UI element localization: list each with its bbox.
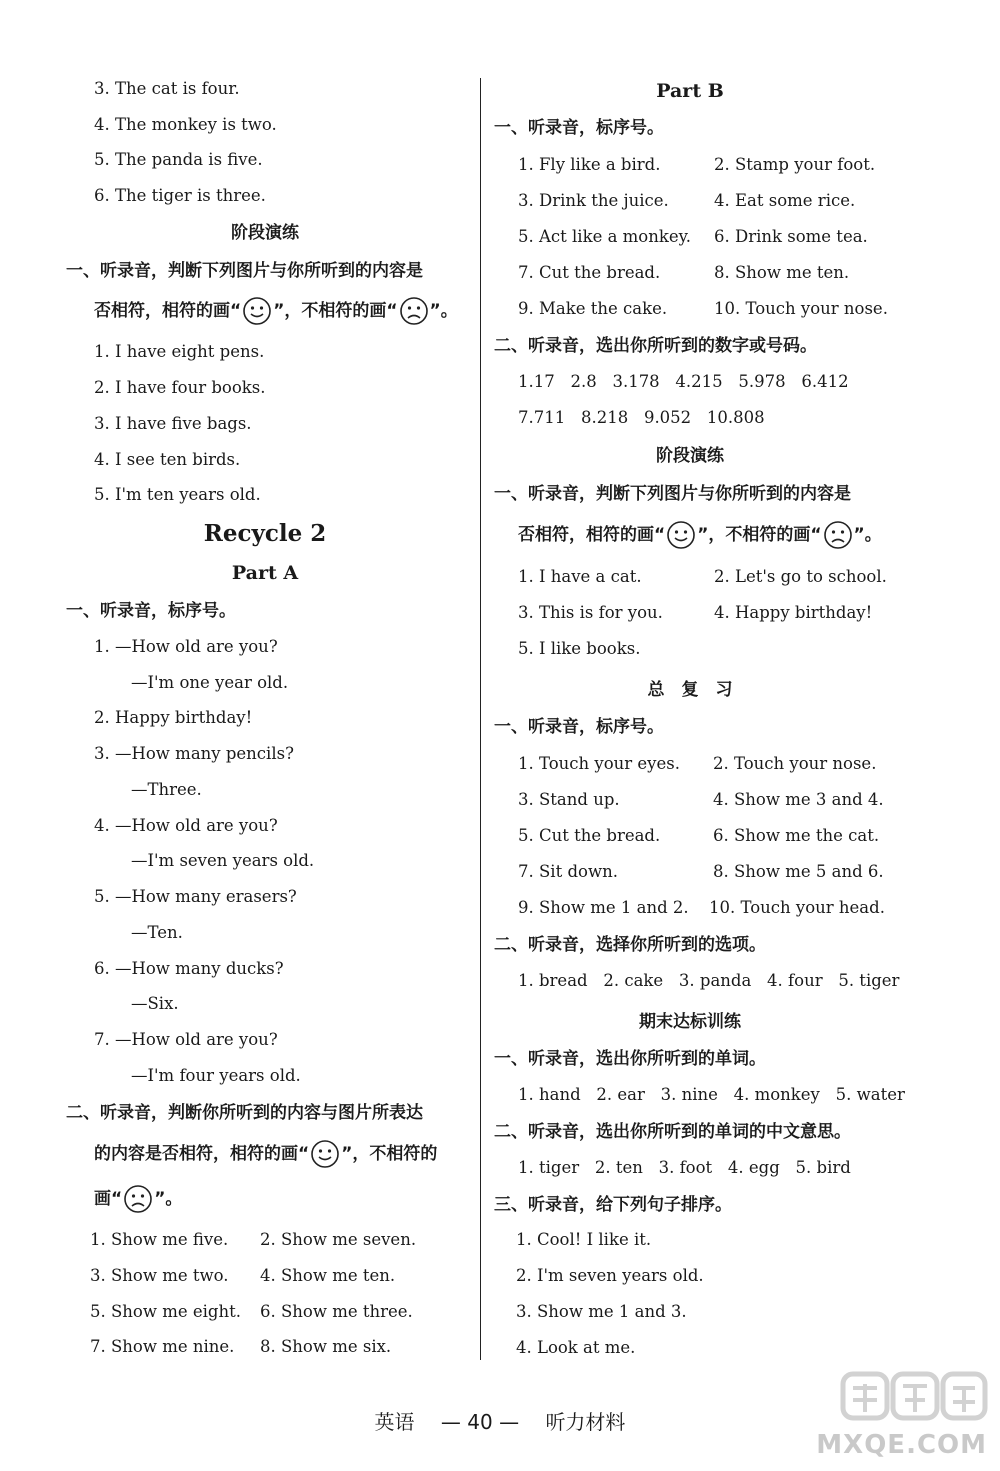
watermark-text: MXQE.COM: [816, 1430, 987, 1460]
unit-title: Recycle 2: [203, 520, 327, 547]
list-item: 3. —How many pencils?: [94, 744, 294, 763]
section-title: 阶段演练: [656, 446, 724, 466]
list-item: —Ten.: [131, 923, 183, 942]
list-item: 2. I have four books.: [94, 378, 266, 397]
watermark-logo-icon: [839, 1366, 989, 1426]
list-item: 5. I'm ten years old.: [94, 485, 261, 504]
sad-face-icon: [399, 296, 429, 326]
list-item: 2. I'm seven years old.: [516, 1266, 704, 1285]
question-heading: 二、听录音，选出你所听到的数字或号码。: [494, 336, 817, 356]
question-heading: 一、听录音，判断下列图片与你所听到的内容是: [66, 261, 423, 281]
section-title: 总 复 习: [647, 680, 733, 700]
list-item: 3. I have five bags.: [94, 414, 252, 433]
watermark: [800, 1366, 995, 1466]
column-divider: [480, 78, 481, 1360]
question-heading: 画“ ”。: [94, 1184, 182, 1214]
question-heading: 二、听录音，判断你所听到的内容与图片所表达: [66, 1103, 423, 1123]
list-item: —Three.: [131, 780, 202, 799]
list-item: 1. —How old are you?: [94, 637, 278, 656]
smiley-face-icon: [666, 520, 696, 550]
list-item: 1. I have eight pens.: [94, 342, 265, 361]
list-item: —Six.: [131, 994, 179, 1013]
footer-section: 听力材料: [545, 1410, 626, 1434]
list-item: —I'm seven years old.: [131, 851, 315, 870]
list-item: 4. I see ten birds.: [94, 450, 241, 469]
sad-face-icon: [823, 520, 853, 550]
list-item: 3. Show me 1 and 3.: [516, 1302, 687, 1321]
page-number: — 40 —: [440, 1410, 520, 1434]
question-heading: 一、听录音，标序号。: [494, 118, 664, 138]
question-heading: 三、听录音，给下列句子排序。: [494, 1195, 732, 1215]
sad-face-icon: [123, 1184, 153, 1214]
answer-line: 1.17 2.8 3.178 4.215 5.978 6.412: [518, 372, 849, 391]
section-title: 期末达标训练: [639, 1012, 741, 1032]
list-item: 2. Happy birthday!: [94, 708, 253, 727]
smiley-face-icon: [310, 1139, 340, 1169]
answer-line: 1. tiger 2. ten 3. foot 4. egg 5. bird: [518, 1158, 851, 1177]
list-item: 7. —How old are you?: [94, 1030, 278, 1049]
question-heading: 一、听录音，选出你所听到的单词。: [494, 1049, 766, 1069]
question-heading: 否相符，相符的画“ ”，不相符的画“ ”。: [94, 296, 458, 326]
list-item: 6. The tiger is three.: [94, 186, 266, 205]
list-item: 5. —How many erasers?: [94, 887, 297, 906]
question-heading: 否相符，相符的画“ ”，不相符的画“ ”。: [518, 520, 882, 550]
answer-line: 1. bread 2. cake 3. panda 4. four 5. tiger: [518, 971, 900, 990]
list-item: —I'm four years old.: [131, 1066, 301, 1085]
section-title: 阶段演练: [231, 223, 299, 243]
list-item: 3. The cat is four.: [94, 79, 240, 98]
question-heading: 二、听录音，选择你所听到的选项。: [494, 935, 766, 955]
question-heading: 二、听录音，选出你所听到的单词的中文意思。: [494, 1122, 851, 1142]
part-title: Part B: [656, 80, 724, 102]
list-item: 4. Look at me.: [516, 1338, 636, 1357]
question-heading: 一、听录音，标序号。: [66, 601, 236, 621]
list-item: 5. I like books.: [518, 639, 641, 658]
list-item: 4. —How old are you?: [94, 816, 278, 835]
question-heading: 一、听录音，判断下列图片与你所听到的内容是: [494, 484, 851, 504]
list-item: 1. Cool! I like it.: [516, 1230, 652, 1249]
smiley-face-icon: [242, 296, 272, 326]
question-heading: 的内容是否相符，相符的画“ ”，不相符的: [94, 1139, 437, 1169]
footer-subject: 英语: [374, 1410, 415, 1434]
part-title: Part A: [231, 562, 299, 584]
list-item: 4. The monkey is two.: [94, 115, 277, 134]
answer-line: 1. hand 2. ear 3. nine 4. monkey 5. water: [518, 1085, 905, 1104]
list-item: —I'm one year old.: [131, 673, 289, 692]
list-item: 6. —How many ducks?: [94, 959, 284, 978]
list-item: 5. The panda is five.: [94, 150, 263, 169]
answer-line: 7.711 8.218 9.052 10.808: [518, 408, 765, 427]
question-heading: 一、听录音，标序号。: [494, 717, 664, 737]
